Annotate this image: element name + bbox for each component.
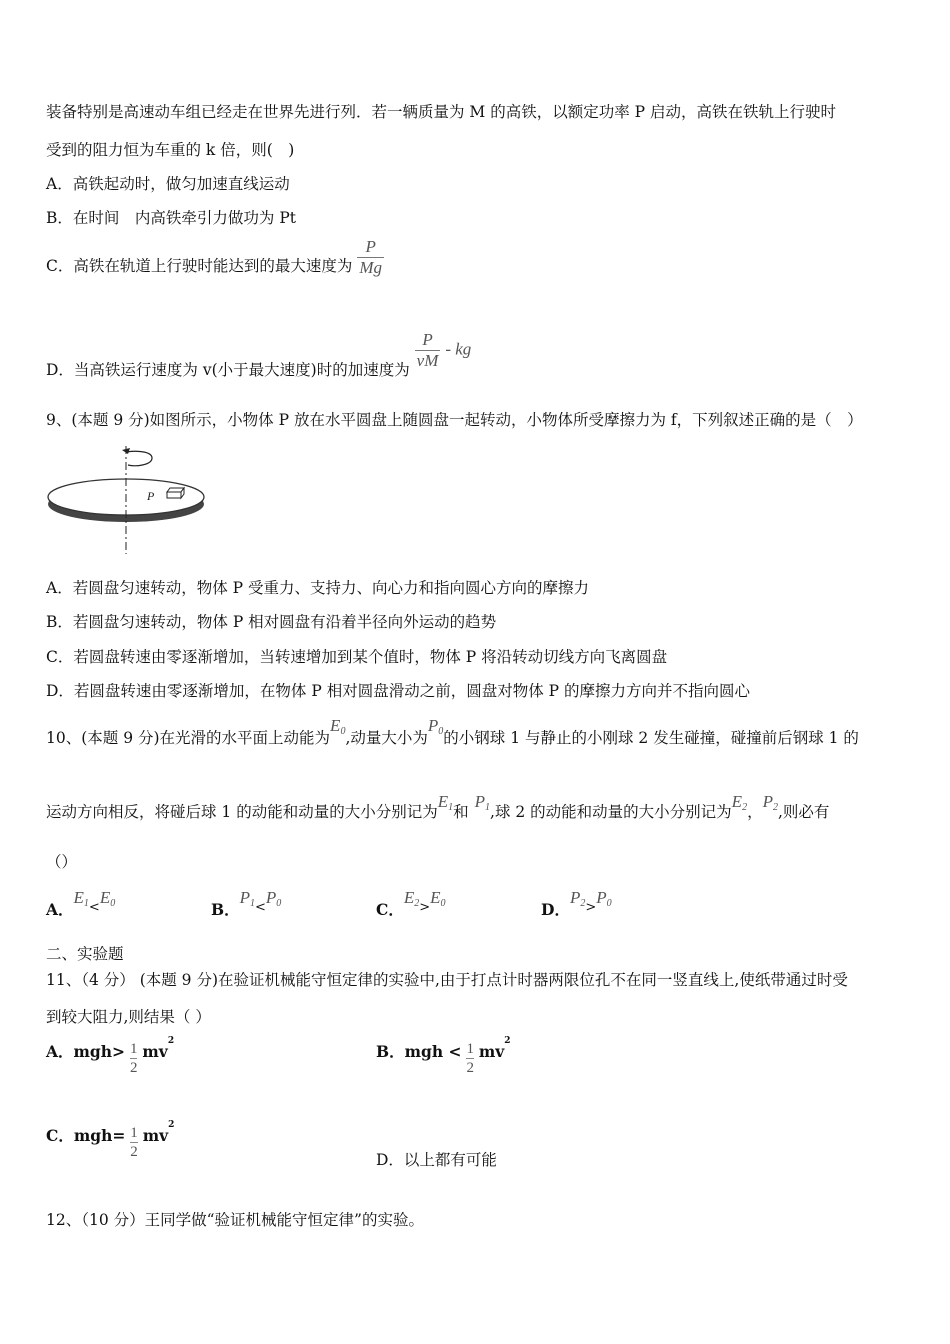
q10-comma: ， <box>747 803 763 821</box>
q10-stem-line1 <box>46 716 859 747</box>
fraction-numerator: P <box>357 237 384 258</box>
figure-label-p: P <box>147 489 155 503</box>
q10-option-d: D．$P_{2>}P_0$ <box>541 888 612 919</box>
q10-line2-part-a: 运动方向相反，将碰后球 1 的动能和动量的大小分别记为 <box>46 803 438 821</box>
q10-stem-part-b: ,动量大小为 <box>345 729 428 747</box>
q10-line2-part-c: ,则必有 <box>777 803 830 821</box>
q8-option-c-text: C．高铁在轨道上行驶时能达到的最大速度为 <box>46 257 353 275</box>
q10-line2-part-b: ,球 2 的动能和动量的大小分别记为 <box>490 803 732 821</box>
fraction-denominator: Mg <box>359 257 382 277</box>
q10-and: 和 <box>453 803 469 821</box>
rotating-disk-figure <box>44 440 214 558</box>
q11-stem-line1: 11、（4 分） (本题 9 分)在验证机械能守恒定律的实验中,由于打点计时器两限位孔不在同一竖直线上,使纸带通过时受 <box>46 971 848 989</box>
q12-stem: 12、（10 分）王同学做“验证机械能守恒定律”的实验。 <box>46 1211 424 1229</box>
q9-stem: 9、(本题 9 分)如图所示，小物体 P 放在水平圆盘上随圆盘一起转动，小物体所受摩擦力为 f，下列叙述正确的是（ ） <box>46 411 863 429</box>
symbol-p0: $P_0$ <box>427 716 444 737</box>
q9-option-d: D．若圆盘转速由零逐渐增加，在物体 P 相对圆盘滑动之前，圆盘对物体 P 的摩擦力方向并不指向圆心 <box>46 682 750 700</box>
q8-option-d <box>46 330 472 379</box>
q10-option-c: C．$E_{2>}E_0$ <box>376 888 446 919</box>
q10-stem-line3: （） <box>46 853 78 871</box>
q10-stem-part-c: 的小钢球 1 与静止的小刚球 2 发生碰撞，碰撞前后钢球 1 的 <box>443 729 859 747</box>
q10-option-a: A．$E_{1<}E_0$ <box>46 888 116 919</box>
q8-option-c-fraction <box>357 237 384 278</box>
symbol-p2: $P_2$ <box>762 792 778 813</box>
block-p-icon <box>167 488 184 498</box>
q8-option-b: B．在时间 内高铁牵引力做功为 Pt <box>46 209 296 227</box>
q8-option-a: A．高铁起动时，做匀加速直线运动 <box>46 175 290 193</box>
symbol-e0: $E_0$ <box>330 716 346 737</box>
q8-stem-line1: 装备特别是高速动车组已经走在世界先进行列．若一辆质量为 M 的高铁，以额定功率 P 启动，高铁在铁轨上行驶时 <box>46 103 837 121</box>
half-fraction: $\frac{1}{2}$ <box>129 1041 138 1076</box>
fraction-numerator: P <box>415 330 441 351</box>
q8-option-d-tail: - kg <box>445 339 472 359</box>
q9-option-b: B．若圆盘匀速转动，物体 P 相对圆盘有沿着半径向外运动的趋势 <box>46 613 497 631</box>
rotation-arrow-icon <box>126 451 152 465</box>
q9-option-a: A．若圆盘匀速转动，物体 P 受重力、支持力、向心力和指向圆心方向的摩擦力 <box>46 579 589 597</box>
q8-option-c <box>46 236 384 278</box>
q8-stem-line2: 受到的阻力恒为车重的 k 倍，则( ) <box>46 141 295 159</box>
q9-option-c: C．若圆盘转速由零逐渐增加，当转速增加到某个值时，物体 P 将沿转动切线方向飞离圆盘 <box>46 648 668 666</box>
half-fraction: $\frac{1}{2}$ <box>130 1125 138 1160</box>
q11-option-b: B．mgh < $\frac{1}{2}$ $mv^2$ <box>376 1035 511 1076</box>
q11-option-a: A．mgh> $\frac{1}{2}$ $mv^2$ <box>46 1035 175 1076</box>
symbol-e1: $E_1$ <box>437 792 454 813</box>
section-heading: 二、实验题 <box>46 945 124 963</box>
symbol-p1: $P_1$ <box>474 792 491 813</box>
q11-option-d: D．以上都有可能 <box>376 1151 497 1169</box>
fraction-denominator: vM <box>416 351 439 370</box>
q8-option-d-text: D．当高铁运行速度为 v(小于最大速度)时的加速度为 <box>46 360 410 379</box>
q11-stem-line2: 到较大阻力,则结果（ ） <box>46 1008 211 1026</box>
q11-option-c: C．mgh= $\frac{1}{2}$ $mv^2$ <box>46 1119 175 1160</box>
half-fraction: $\frac{1}{2}$ <box>466 1041 474 1076</box>
q8-option-d-fraction <box>415 330 441 371</box>
q10-stem-part-a: 10、(本题 9 分)在光滑的水平面上动能为 <box>46 729 331 747</box>
q10-option-b: B．$P_{1<}P_0$ <box>211 888 282 919</box>
q10-stem-line2 <box>46 792 830 821</box>
symbol-e2: $E_2$ <box>731 792 748 813</box>
